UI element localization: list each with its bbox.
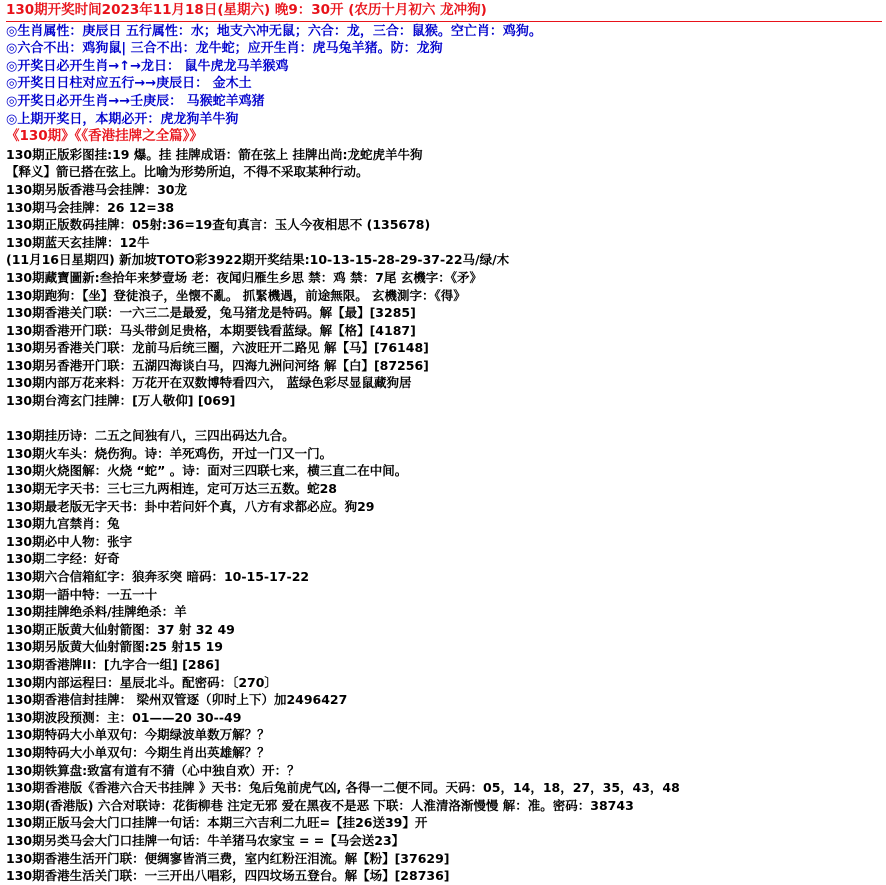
body-line: 130期波段预测：主：01——20 30--49 <box>6 709 242 725</box>
body-block <box>6 146 882 885</box>
body-line: 【释义】箭已搭在弦上。比喻为形势所迫，不得不采取某种行动。 <box>6 164 369 180</box>
body-line: 130期特码大小单双句：今期绿波单数万解？？ <box>6 727 270 743</box>
body-line: 130期藏寶圖新:叁拾年来梦壹场 老：夜闻归雁生乡思 禁：鸡 禁：7尾 玄機字：《矛》 <box>6 269 482 285</box>
body-line: 130期挂历诗：二五之间独有八，三四出码达九合。 <box>6 428 295 444</box>
body-line: 130期六合信箱紅字：狼奔豕突 暗码：10-15-17-22 <box>6 569 310 584</box>
body-line: 130期(香港版) 六合对联诗：花街柳巷 注定无邪 爱在黑夜不是恶 下联：人淮清洛渐慢慢 解：准。密码：38743 <box>6 797 634 813</box>
body-line: 130期无字天书：三七三九两相连，定可万达三五数。蛇28 <box>6 481 337 497</box>
body-line: 130期蓝天玄挂牌：12牛 <box>6 234 150 250</box>
attribute-line-1: ◎生肖属性：庚辰日 五行属性：水；地支六冲无鼠；六合：龙，三合：鼠猴。空亡肖：鸡狗。 <box>6 21 882 41</box>
body-line: 130期马会挂牌：26 12=38 <box>6 199 175 215</box>
body-line: 130期挂牌绝杀料/挂牌绝杀：羊 <box>6 604 187 620</box>
attribute-line-2: ◎六合不出：鸡狗鼠| 三合不出：龙牛蛇；应开生肖：虎马兔羊猪。防：龙狗 <box>6 41 443 57</box>
body-line: 130期铁算盘:致富有道有不猜（心中独自欢）开：？ <box>6 762 300 778</box>
attribute-line-4: ◎开奖日日柱对应五行→→庚辰日： 金木土 <box>6 76 252 92</box>
body-line: 130期九宫禁肖：兔 <box>6 516 120 532</box>
draw-time-header: 130期开奖时间2023年11月18日(星期六) 晚9：30开 (农历十月初六 龙冲狗) <box>6 2 487 18</box>
body-line: 130期必中人物：张宇 <box>6 533 133 549</box>
body-line: (11月16日星期四) 新加坡TOTO彩3922期开奖结果:10-13-15-28-29-37-22马/绿/木 <box>6 252 510 268</box>
body-line: 130期香港生活开门联：便绸寥皆消三费，室内红粉汪泪流。解【粉】[37629] <box>6 850 450 866</box>
body-line: 130期香港生活关门联：一三开出八唱彩，四四坟场五登台。解【场】[28736] <box>6 868 450 884</box>
body-line: 130期台湾玄门挂牌：[万人敬仰] [069] <box>6 393 236 409</box>
body-line: 130期另香港开门联：五湖四海谈白马，四海九洲问河络 解【白】[87256] <box>6 357 429 373</box>
body-line: 130期火烧图解：火烧 “蛇” 。诗：面对三四联七来，横三直二在中间。 <box>6 463 408 479</box>
attributes-block <box>6 21 882 129</box>
body-line: 130期内部万花来料：万花开在双数博特看四六， 蓝绿色彩尽显鼠藏狗居 <box>6 375 412 391</box>
body-line: 130期二字经：好奇 <box>6 551 120 567</box>
body-line: 130期另香港关门联：龙前马后统三圈，六波旺开二路见 解【马】[76148] <box>6 340 429 356</box>
body-line: 130期香港关门联：一六三二是最爱，兔马猪龙是特码。解【最】[3285] <box>6 305 416 321</box>
body-line: 130期正版数码挂牌：05射:36=19查旬真言：玉人今夜相思不 (135678) <box>6 217 431 233</box>
body-line: 130期正版马会大门口挂牌一句话：本期三六吉利二九旺=【挂26送39】开 <box>6 815 428 831</box>
body-spacer <box>6 410 882 428</box>
body-line: 130期最老版无字天书：卦中若问奸个真，八方有求都必应。狗29 <box>6 498 375 514</box>
body-line: 130期另类马会大门口挂牌一句话：牛羊猪马农家宝 = =【马会送23】 <box>6 832 405 848</box>
body-line: 130期内部运程曰：星辰北斗。配密码：〔270〕 <box>6 674 277 690</box>
body-line: 130期另版香港马会挂牌：30龙 <box>6 181 187 197</box>
body-line: 130期正版彩图挂:19 爆。挂 挂牌成语：箭在弦上 挂牌出尚:龙蛇虎羊牛狗 <box>6 146 423 162</box>
body-line: 130期香港版《香港六合天书挂牌 》天书：兔后兔前虎气凶, 各得一二便不同。天码：05，14，18，27，35，43，48 <box>6 780 680 796</box>
attribute-line-6: ◎上期开奖日，本期必开：虎龙狗羊牛狗 <box>6 111 239 127</box>
attribute-line-5: ◎开奖日必开生肖→→壬庚辰： 马猴蛇羊鸡猪 <box>6 93 265 109</box>
body-line: 130期火车头：烧伤狗。诗：羊死鸡伤，开过一门又一门。 <box>6 445 333 461</box>
body-line: 130期香港牌ⅠⅠ：[九字合一组] [286] <box>6 656 220 672</box>
body-line: 130期一語中特：一五一十 <box>6 586 158 602</box>
section-title: 《130期》《《香港挂牌之全篇》》 <box>6 128 203 145</box>
body-line: 130期特码大小单双句：今期生肖出英雄解？？ <box>6 744 270 760</box>
body-line: 130期香港信封挂牌： 梁州双管逐（卯时上下）加2496427 <box>6 692 348 708</box>
body-line: 130期正版黄大仙射箭图：37 射 32 49 <box>6 621 235 637</box>
body-line: 130期另版黄大仙射箭图:25 射15 19 <box>6 639 223 655</box>
attribute-line-3: ◎开奖日必开生肖→↑→龙日： 鼠牛虎龙马羊猴鸡 <box>6 58 289 74</box>
body-line: 130期香港开门联：马头带剑足贵格，本期要钱看蓝绿。解【格】[4187] <box>6 322 416 338</box>
body-line: 130期跑狗：【坐】登徒浪子，坐懐不亂。 抓緊機遇，前途無限。 玄機測字：《得》 <box>6 287 466 303</box>
